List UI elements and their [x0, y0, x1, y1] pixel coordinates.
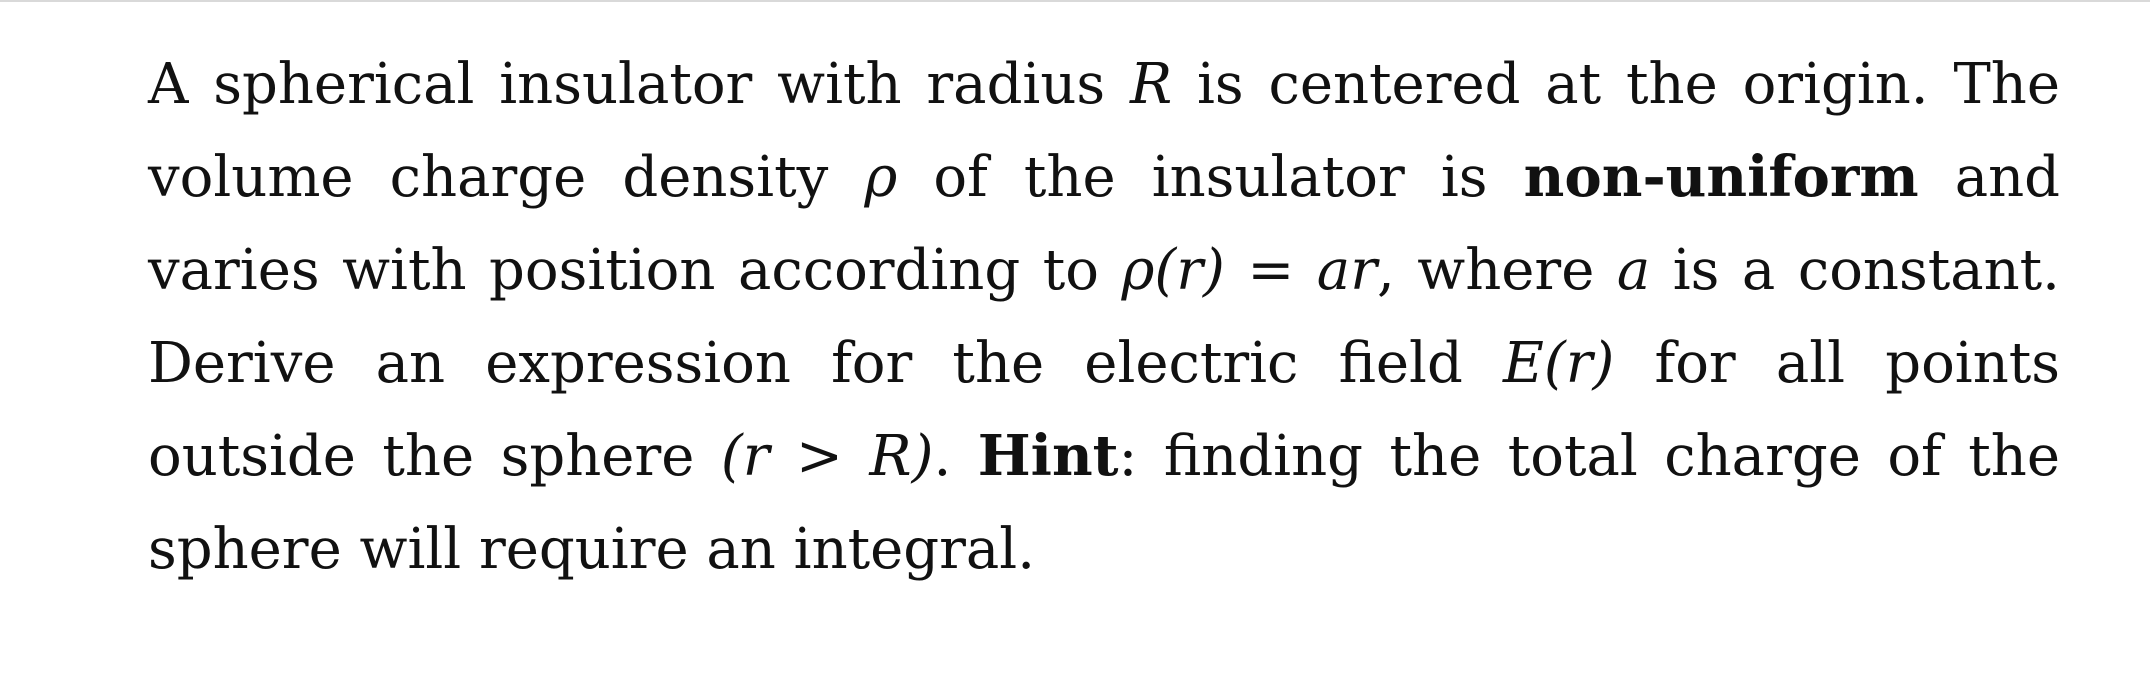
problem-text: is a constant. Derive an expression for the electric field: [148, 238, 2060, 396]
problem-text: .: [933, 424, 978, 489]
math-constant-a: a: [1616, 238, 1651, 303]
problem-text: , where: [1376, 238, 1617, 303]
math-condition: (r > R): [720, 424, 934, 489]
problem-text: for all points outside the sphere: [148, 331, 2060, 489]
problem-text: is centered at the origin. The volume charge density: [148, 52, 2061, 210]
math-electric-field: E(r): [1502, 331, 1615, 396]
math-density-equation: ρ(r) = ar: [1121, 238, 1377, 303]
problem-text: : finding the total charge of the sphere will require an integral.: [148, 424, 2060, 582]
problem-text: and varies with position according to: [148, 145, 2061, 303]
emphasis-non-uniform: non-uniform: [1523, 144, 1919, 210]
math-rho: ρ: [864, 145, 898, 210]
problem-statement: [148, 38, 2060, 596]
top-divider: [0, 0, 2150, 2]
math-radius: R: [1129, 52, 1173, 117]
problem-text: of the insulator is: [897, 145, 1524, 210]
problem-text: A spherical insulator with radius: [148, 52, 1130, 117]
emphasis-hint: Hint: [977, 423, 1119, 489]
